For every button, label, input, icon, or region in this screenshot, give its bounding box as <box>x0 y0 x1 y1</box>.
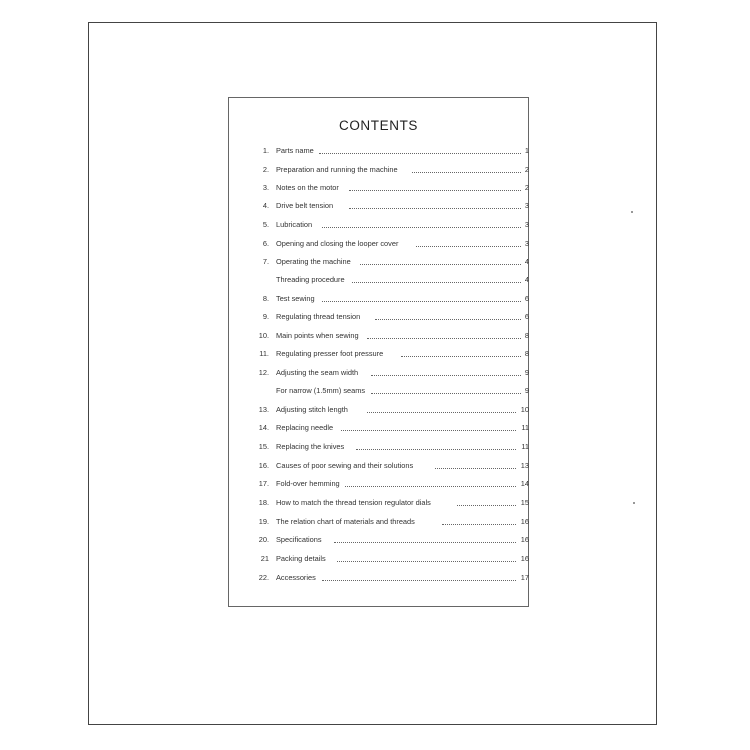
toc-dot-leader <box>345 485 516 487</box>
toc-entry-page: 3 <box>524 239 529 248</box>
toc-list <box>229 98 528 606</box>
toc-entry-label: Causes of poor sewing and their solutions <box>276 461 414 470</box>
toc-entry-page: 6 <box>524 294 529 303</box>
toc-entry-number: 4. <box>262 201 269 210</box>
toc-entry-label: Parts name <box>276 146 314 155</box>
toc-dot-leader <box>360 263 521 265</box>
scan-speck <box>633 502 635 504</box>
toc-entry-page: 14 <box>520 479 529 488</box>
toc-entry <box>253 219 529 231</box>
toc-entry <box>253 367 529 379</box>
toc-dot-leader <box>457 504 516 506</box>
toc-entry <box>253 145 529 157</box>
toc-entry-label: Adjusting the seam width <box>276 368 359 377</box>
toc-dot-leader <box>435 467 516 469</box>
toc-entry-number: 9. <box>262 312 269 321</box>
toc-dot-leader <box>349 207 521 209</box>
toc-entry-number: 10. <box>258 331 269 340</box>
toc-entry-page: 8 <box>524 349 529 358</box>
toc-entry-number: 17. <box>258 479 269 488</box>
toc-entry-page: 1 <box>524 146 529 155</box>
toc-entry-label: Accessories <box>276 573 316 582</box>
toc-entry-page: 8 <box>524 331 529 340</box>
toc-entry <box>253 348 529 360</box>
toc-entry-page: 4 <box>524 257 529 266</box>
toc-entry-number: 8. <box>262 294 269 303</box>
toc-entry <box>253 330 529 342</box>
toc-dot-leader <box>322 300 520 302</box>
toc-entry-label: Lubrication <box>276 220 313 229</box>
toc-entry-label: For narrow (1.5mm) seams <box>276 386 366 395</box>
toc-dot-leader <box>367 411 516 413</box>
toc-entry-page: 16 <box>520 517 529 526</box>
toc-entry-page: 17 <box>520 573 529 582</box>
toc-dot-leader <box>334 541 517 543</box>
toc-entry-label: Opening and closing the looper cover <box>276 239 399 248</box>
toc-entry-label: The relation chart of materials and threads <box>276 517 415 526</box>
toc-entry-page: 16 <box>520 554 529 563</box>
toc-entry-label: Specifications <box>276 535 322 544</box>
toc-entry-number: 21 <box>260 554 269 563</box>
toc-entry-number: 13. <box>258 405 269 414</box>
toc-entry <box>253 293 529 305</box>
toc-entry-label: Notes on the motor <box>276 183 339 192</box>
toc-entry-page: 10 <box>520 405 529 414</box>
toc-entry-label: Drive belt tension <box>276 201 334 210</box>
contents-title: CONTENTS <box>338 118 419 133</box>
toc-dot-leader <box>375 318 521 320</box>
toc-entry-number: 14. <box>258 423 269 432</box>
toc-dot-leader <box>367 337 520 339</box>
toc-entry-page: 15 <box>520 498 529 507</box>
toc-dot-leader <box>341 429 516 431</box>
toc-entry-page: 6 <box>524 312 529 321</box>
toc-dot-leader <box>412 171 520 173</box>
toc-entry-page: 2 <box>524 165 529 174</box>
toc-dot-leader <box>442 523 516 525</box>
toc-entry-label: Replacing needle <box>276 423 334 432</box>
toc-entry-number: 15. <box>258 442 269 451</box>
toc-entry-number: 20. <box>258 535 269 544</box>
toc-entry-number: 19. <box>258 517 269 526</box>
toc-entry-label: Replacing the knives <box>276 442 345 451</box>
toc-entry-number: 6. <box>262 239 269 248</box>
toc-entry-number: 5. <box>262 220 269 229</box>
toc-entry-page: 11 <box>521 442 529 451</box>
toc-entry-page: 2 <box>524 183 529 192</box>
toc-entry-label: Test sewing <box>276 294 315 303</box>
toc-entry <box>253 478 529 490</box>
toc-entry-page: 11 <box>521 423 529 432</box>
toc-entry-label: Fold-over hemming <box>276 479 340 488</box>
toc-entry-page: 13 <box>520 461 529 470</box>
toc-entry-page: 4 <box>524 275 529 284</box>
toc-entry <box>253 516 529 528</box>
toc-entry <box>253 572 529 584</box>
toc-dot-leader <box>319 152 521 154</box>
toc-entry-label: Regulating presser foot pressure <box>276 349 384 358</box>
toc-entry-page: 9 <box>524 368 529 377</box>
toc-entry-number: 2. <box>262 165 269 174</box>
toc-entry-label: Packing details <box>276 554 326 563</box>
toc-entry-number: 1. <box>262 146 269 155</box>
toc-entry <box>253 385 529 397</box>
toc-dot-leader <box>371 392 521 394</box>
toc-entry <box>253 256 529 268</box>
toc-entry <box>253 553 529 565</box>
toc-entry <box>253 182 529 194</box>
toc-entry <box>253 164 529 176</box>
toc-entry <box>253 404 529 416</box>
toc-dot-leader <box>371 374 521 376</box>
toc-entry-label: Operating the machine <box>276 257 351 266</box>
toc-entry-label: Adjusting stitch length <box>276 405 348 414</box>
toc-entry-number: 11. <box>259 349 269 358</box>
toc-entry-page: 9 <box>524 386 529 395</box>
toc-entry-page: 16 <box>520 535 529 544</box>
toc-entry <box>253 441 529 453</box>
toc-entry <box>253 311 529 323</box>
toc-dot-leader <box>416 245 521 247</box>
toc-entry-label: Threading procedure <box>276 275 345 284</box>
toc-entry-number: 12. <box>258 368 269 377</box>
toc-dot-leader <box>322 226 520 228</box>
toc-entry <box>253 200 529 212</box>
toc-entry-number: 7. <box>262 257 269 266</box>
toc-entry <box>253 534 529 546</box>
toc-entry-number: 3. <box>262 183 269 192</box>
toc-entry <box>253 238 529 250</box>
toc-dot-leader <box>322 579 516 581</box>
toc-entry-label: Main points when sewing <box>276 331 359 340</box>
toc-entry-number: 18. <box>258 498 269 507</box>
toc-entry <box>253 460 529 472</box>
scan-speck <box>631 211 633 213</box>
toc-entry-page: 3 <box>524 220 529 229</box>
toc-entry-page: 3 <box>524 201 529 210</box>
toc-entry-label: How to match the thread tension regulator dials <box>276 498 431 507</box>
toc-dot-leader <box>337 560 516 562</box>
toc-entry-number: 22. <box>258 573 269 582</box>
toc-entry <box>253 422 529 434</box>
toc-entry <box>253 274 529 286</box>
toc-entry-label: Regulating thread tension <box>276 312 361 321</box>
toc-entry-number: 16. <box>258 461 269 470</box>
toc-dot-leader <box>352 281 520 283</box>
toc-dot-leader <box>401 355 521 357</box>
contents-page <box>228 97 529 607</box>
toc-entry <box>253 497 529 509</box>
toc-dot-leader <box>349 189 521 191</box>
toc-entry-label: Preparation and running the machine <box>276 165 398 174</box>
toc-dot-leader <box>356 448 516 450</box>
